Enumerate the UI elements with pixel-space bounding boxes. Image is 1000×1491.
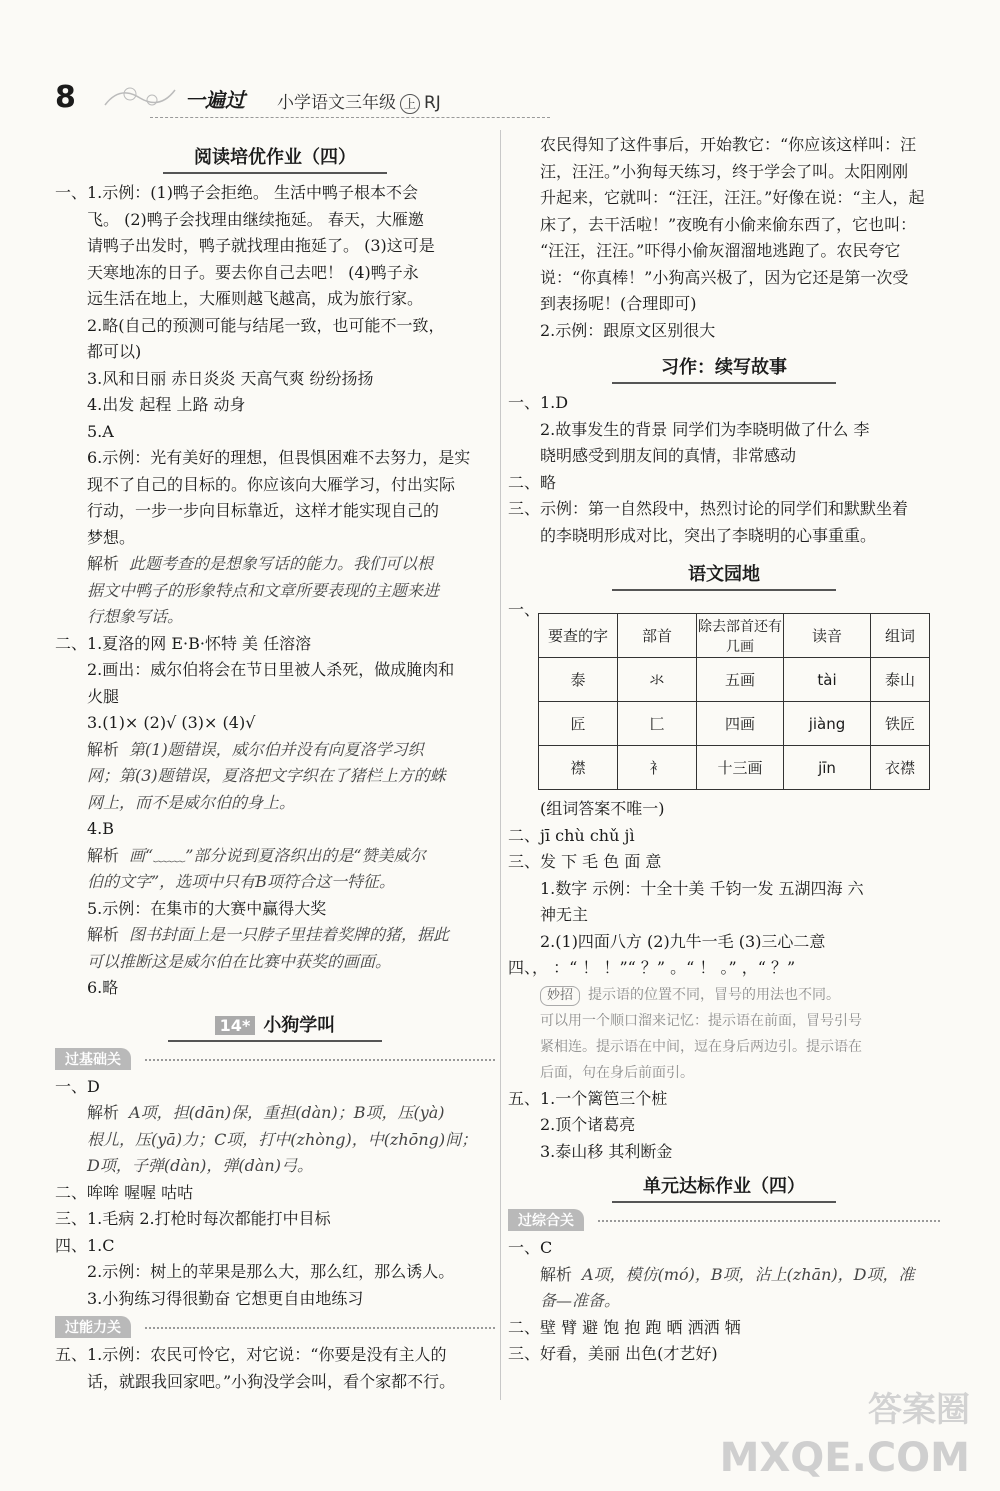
- table-header: 要查的字: [539, 614, 618, 658]
- answer-line: 五、1.一个篱笆三个桩: [508, 1088, 668, 1108]
- answer-line: 3.(1)× (2)√ (3)× (4)√: [87, 713, 256, 732]
- analysis-tag: 解析: [87, 845, 120, 865]
- level-label: 过能力关: [55, 1316, 131, 1338]
- table-header: 部首: [618, 614, 697, 658]
- answer-line: 晓明感受到朋友间的真情，非常感动: [540, 446, 797, 465]
- analysis-line: 网；第(3)题错误，夏洛把文字织在了猪栏上方的蛛: [87, 766, 446, 785]
- dotted-rule: [145, 1327, 495, 1329]
- analysis-line: 根儿，压(yā)力；C项，打中(zhòng)，中(zhōng)间；: [87, 1129, 478, 1149]
- table-header-row: [539, 614, 930, 658]
- answer-line: 四、， ：“ ！ ！”“ ？” 。“ ！ 。” ，“ ？”: [508, 958, 796, 977]
- answer-line: 2.故事发生的背景 同学们为李晓明做了什么 李: [540, 419, 870, 439]
- section-title: 习作：续写故事: [612, 350, 836, 384]
- answer-line: 二、略: [508, 472, 557, 492]
- table-cell: 铁匠: [871, 702, 930, 746]
- analysis-tag: 解析: [540, 1264, 573, 1284]
- answer-line: 梦想。: [87, 527, 136, 547]
- tip-line: 紧相连。提示语在中间，逗在身后两边引。提示语在: [540, 1038, 862, 1055]
- answer-line: 火腿: [87, 686, 120, 706]
- analysis-text: 第(1)题错误，威尔伯并没有向夏洛学习织: [129, 739, 424, 759]
- table-cell: tài: [784, 658, 871, 702]
- answer-line: 飞。 (2)鸭子会找理由继续拖延。 春天，大雁邀: [87, 209, 424, 229]
- analysis-text: A项，模仿(mó)，B项，沾上(zhān)，D项，准: [582, 1264, 915, 1284]
- header-rule: [150, 117, 550, 118]
- answer-line: 行动，一步一步向目标靠近，这样才能实现自己的: [87, 501, 440, 520]
- left-column: [55, 140, 495, 1395]
- analysis-line: 备—准备。: [540, 1291, 621, 1310]
- answer-line: 2.画出：威尔伯将会在节日里被人杀死，做成腌肉和: [87, 660, 455, 679]
- answer-line: 6.略: [87, 978, 119, 997]
- answer-line: 3.风和日丽 赤日炎炎 天高气爽 纷纷扬扬: [87, 368, 374, 388]
- section-title: 阅读培优作业（四）: [163, 140, 387, 174]
- page-header: [55, 80, 495, 120]
- answer-line: 现不了自己的目标的。你应该向大雁学习，付出实际: [87, 474, 456, 494]
- answer-line: 2.示例：树上的苹果是那么大，那么红，那么诱人。: [87, 1262, 455, 1281]
- answer-line: 一、1.D: [508, 393, 569, 412]
- watermark: MXQE.COM: [719, 1435, 970, 1481]
- analysis-tag: 解析: [87, 739, 120, 759]
- answer-line: 2.示例：跟原文区别很大: [540, 320, 716, 340]
- table-cell: 四画: [697, 702, 784, 746]
- table-cell: 十三画: [697, 746, 784, 790]
- answer-line: 神无主: [540, 905, 589, 924]
- level-strip: [508, 1209, 940, 1231]
- analysis-line: 可以推断这是威尔伯在比赛中获奖的画面。: [87, 951, 392, 971]
- series-name: 一遍过: [185, 88, 245, 112]
- answer-line: 3.泰山移 其利断金: [540, 1141, 673, 1161]
- level-label: 过基础关: [55, 1048, 131, 1070]
- level-strip: [55, 1316, 495, 1338]
- answer-line: 二、哞哞 喔喔 咕咕: [55, 1182, 194, 1202]
- answer-line: 1.数字 示例：十全十美 千钧一发 五湖四海 六: [540, 878, 864, 898]
- answer-line: 汪，汪汪。”小狗每天练习，终于学会了叫。太阳刚刚: [540, 161, 909, 181]
- answer-line: 的李晓明形成对比，突出了李晓明的心事重重。: [540, 525, 877, 545]
- answer-line: 床了，去干活啦！”夜晚有小偷来偷东西了，它也叫：: [540, 214, 917, 234]
- analysis-line: [55, 922, 495, 949]
- answer-line: 话，就跟我回家吧。”小狗没学会叫，看个家都不行。: [87, 1371, 456, 1391]
- subject-line: [277, 88, 441, 114]
- table-cell: jiàng: [784, 702, 871, 746]
- analysis-line: 伯的文字”，选项中只有B项符合这一特征。: [87, 872, 395, 891]
- analysis-tag: 解析: [87, 554, 120, 573]
- analysis-line: 据文中鸭子的形象特点和文章所要表现的主题来进: [87, 580, 440, 600]
- right-column: [508, 132, 940, 1368]
- tip-tag: 妙招: [540, 986, 580, 1006]
- table-row: [539, 746, 930, 790]
- page-number: 8: [55, 80, 76, 115]
- analysis-line: D项，子弹(dàn)，弹(dàn)弓。: [87, 1156, 313, 1175]
- tip-text: 提示语的位置不同，冒号的用法也不同。: [588, 986, 841, 1003]
- level-label: 过综合关: [508, 1209, 584, 1231]
- answer-line: 三、好看，美丽 出色(才艺好): [508, 1344, 718, 1363]
- answer-line: 二、壁 臂 避 饱 抱 跑 晒 洒洒 牺: [508, 1317, 741, 1337]
- decoration-icon: [100, 80, 180, 116]
- analysis-line: [55, 737, 495, 764]
- answer-line: 升起来，它就叫：“汪汪，汪汪。”好像在说：“主人，起: [540, 188, 925, 207]
- answer-line: 一、C: [508, 1238, 553, 1257]
- answer-line: 一、D: [55, 1076, 100, 1096]
- answer-line: (组词答案不唯一): [540, 799, 665, 818]
- analysis-line: 行想象写话。: [87, 607, 184, 626]
- analysis-line: [508, 1262, 940, 1289]
- answer-line: 三、发 下 毛 色 面 意: [508, 852, 662, 871]
- answer-line: 二、jī chù chǔ jì: [508, 825, 635, 845]
- answer-line: 3.小狗练习得很勤奋 它想更自由地练习: [87, 1288, 364, 1308]
- analysis-tag: 解析: [87, 925, 120, 944]
- table-cell: 泰山: [871, 658, 930, 702]
- table-cell: 衣襟: [871, 746, 930, 790]
- tip-line: 可以用一个顺口溜来记忆：提示语在前面，冒号引号: [540, 1012, 862, 1029]
- table-cell: 匠: [539, 702, 618, 746]
- table-cell: jīn: [784, 746, 871, 790]
- tip-line: 后面，句在身后前面引。: [540, 1064, 694, 1081]
- analysis-text: 画“﹏﹏”部分说到夏洛织出的是“赞美威尔: [129, 845, 426, 865]
- tip-line: [508, 982, 940, 1008]
- table-cell: 氺: [618, 658, 697, 702]
- table-header: 读音: [784, 614, 871, 658]
- answer-line: 说：“你真棒！”小狗高兴极了，因为它还是第一次受: [540, 267, 909, 287]
- watermark-top: 答案圈: [868, 1390, 970, 1430]
- lesson-title-text: 小狗学叫: [263, 1014, 336, 1036]
- answer-line: 2.顶个诸葛亮: [540, 1115, 636, 1134]
- answer-line: 到表扬呢！(合理即可): [540, 294, 697, 313]
- subject: 小学语文三年级: [277, 93, 396, 113]
- answer-line: 天寒地冻的日子。要去你自己去吧！ (4)鸭子永: [87, 262, 419, 282]
- table-cell: 衤: [618, 746, 697, 790]
- table-row: [539, 702, 930, 746]
- analysis-line: [55, 843, 495, 870]
- volume-badge: 上: [400, 94, 420, 114]
- analysis-line: [55, 551, 495, 578]
- table-cell: 泰: [539, 658, 618, 702]
- answer-line: 三、示例：第一自然段中，热烈讨论的同学们和默默坐着: [508, 499, 909, 518]
- answer-line: 一、1.示例：(1)鸭子会拒绝。 生活中鸭子根本不会: [55, 183, 419, 202]
- answer-line: 6.示例：光有美好的理想，但畏惧困难不去努力，是实: [87, 448, 471, 467]
- answer-line: 5.示例：在集市的大赛中赢得大奖: [87, 898, 327, 918]
- table-cell: 五画: [697, 658, 784, 702]
- lesson-title: [168, 1008, 382, 1042]
- table-row: [539, 658, 930, 702]
- lesson-number: 14*: [215, 1016, 256, 1035]
- analysis-tag: 解析: [87, 1103, 120, 1122]
- answer-line: 二、1.夏洛的网 E·B·怀特 美 任溶溶: [55, 633, 312, 653]
- table-header: 除去部首还有几画: [697, 614, 784, 658]
- dotted-rule: [598, 1220, 940, 1222]
- answer-line: 请鸭子出发时，鸭子就找理由拖延了。 (3)这可是: [87, 236, 435, 255]
- analysis-text: 此题考查的是想象写话的能力。我们可以根: [129, 554, 434, 573]
- analysis-text: 图书封面上是一只脖子里挂着奖牌的猪，据此: [129, 925, 450, 944]
- answer-line: 4.B: [87, 819, 115, 838]
- analysis-text: A项，担(dān)保，重担(dàn)；B项，压(yà): [129, 1103, 445, 1122]
- dictionary-table: [538, 613, 930, 790]
- answer-line: 五、1.示例：农民可怜它，对它说：“你要是没有主人的: [55, 1345, 447, 1364]
- analysis-line: [55, 1100, 495, 1127]
- level-strip: [55, 1048, 495, 1070]
- answer-line: 远生活在地上，大雁则越飞越高，成为旅行家。: [87, 289, 424, 308]
- answer-line: 5.A: [87, 421, 114, 441]
- table-cell: 襟: [539, 746, 618, 790]
- answer-line: 2.(1)四面八方 (2)九牛一毛 (3)三心二意: [540, 931, 826, 951]
- edition: RJ: [424, 93, 441, 113]
- answer-line: 都可以): [87, 342, 142, 361]
- answer-line: “汪汪，汪汪。”吓得小偷灰溜溜地逃跑了。农民夸它: [540, 241, 901, 260]
- answer-line: 4.出发 起程 上路 动身: [87, 395, 246, 414]
- analysis-line: 网上，而不是威尔伯的身上。: [87, 792, 296, 812]
- dotted-rule: [145, 1059, 495, 1061]
- answer-line: 三、1.毛病 2.打枪时每次都能打中目标: [55, 1209, 331, 1228]
- answer-line: 2.略(自己的预测可能与结尾一致，也可能不一致，: [87, 315, 445, 335]
- answer-line: 农民得知了这件事后，开始教它：“你应该这样叫：汪: [540, 135, 917, 154]
- table-header: 组词: [871, 614, 930, 658]
- answer-line: 四、1.C: [55, 1235, 115, 1255]
- table-cell: 匚: [618, 702, 697, 746]
- section-title: 单元达标作业（四）: [612, 1169, 836, 1203]
- section-title: 语文园地: [612, 557, 836, 591]
- column-divider: [500, 130, 501, 1400]
- answer-line: 一、: [508, 600, 541, 619]
